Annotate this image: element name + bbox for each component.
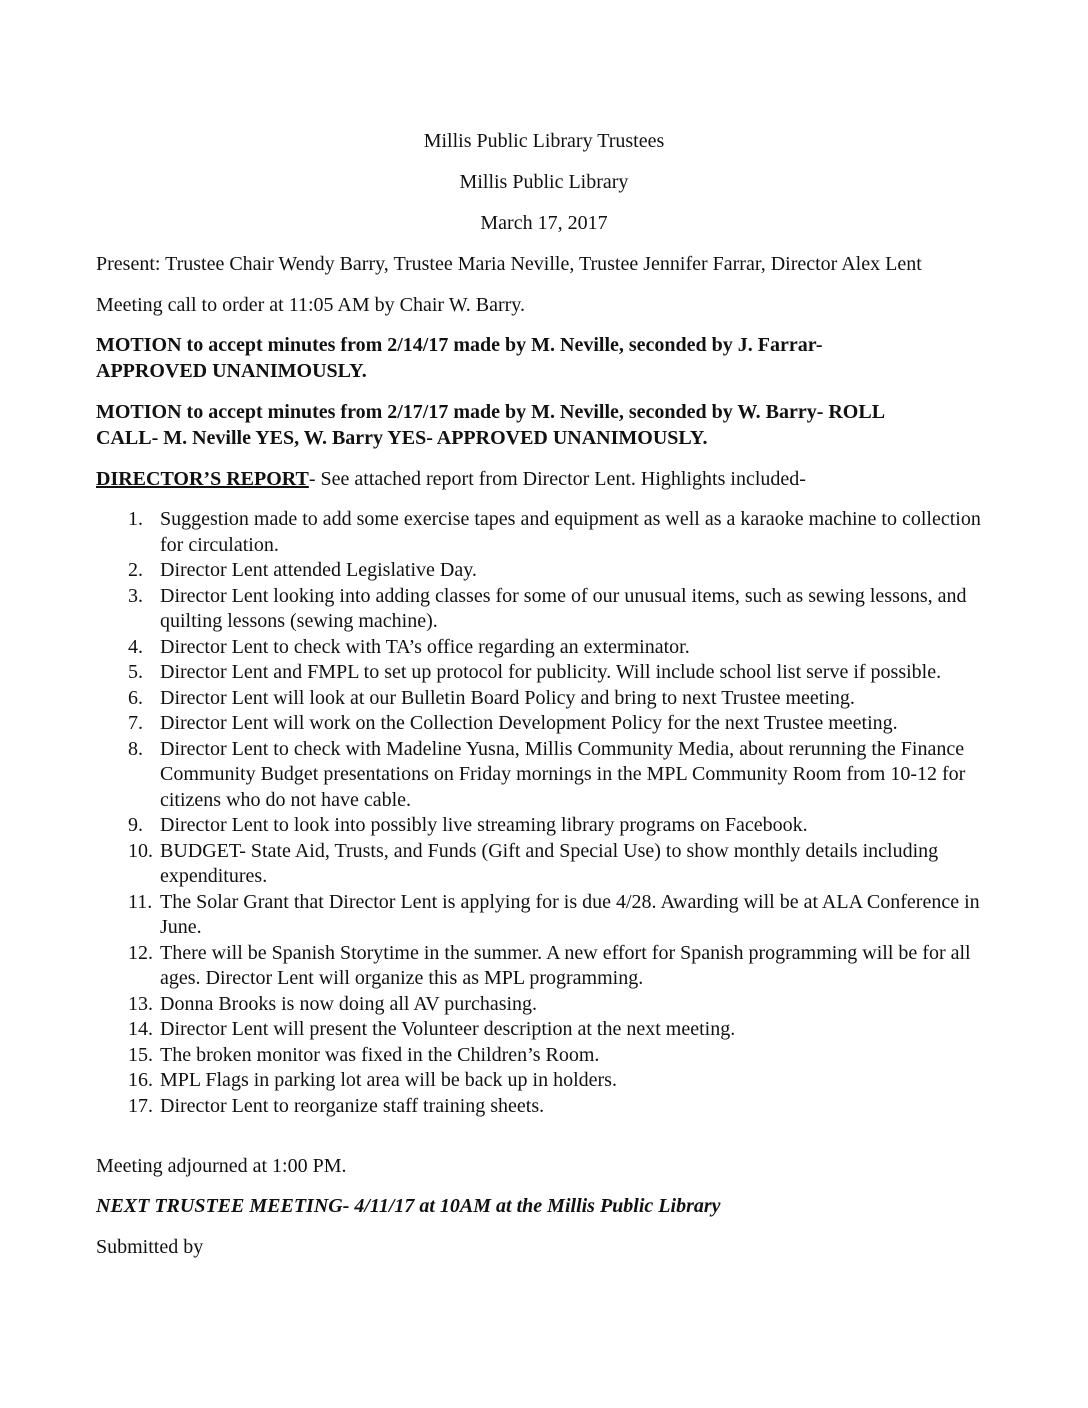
list-item-text: Director Lent will present the Volunteer description at the next meeting. xyxy=(160,1018,736,1040)
directors-report-intro-text: - See attached report from Director Lent. Highlights included- xyxy=(308,468,806,490)
list-item-text: MPL Flags in parking lot area will be back up in holders. xyxy=(160,1069,617,1091)
list-item-text: The broken monitor was fixed in the Children’s Room. xyxy=(160,1043,600,1066)
next-meeting: NEXT TRUSTEE MEETING- 4/11/17 at 10AM at the Millis Public Library xyxy=(96,1195,721,1217)
list-item-text: Donna Brooks is now doing all AV purchasing. xyxy=(160,992,538,1015)
list-item xyxy=(96,1043,1001,1069)
list-item-number: 11. xyxy=(128,890,153,913)
list-item-text: Director Lent and FMPL to set up protocol for publicity. Will include school list serve if possible. xyxy=(160,661,942,683)
list-item-number: 1. xyxy=(128,508,143,530)
list-item xyxy=(96,890,1001,941)
list-item-number: 4. xyxy=(128,635,143,658)
list-item-text: Director Lent to check with Madeline Yusna, Millis Community Media, about rerunning the Finance Community Budget presentations on Friday mornings in the MPL Community Room from 10-12 for citizens who do not have cable. xyxy=(160,737,966,811)
list-item-text: Director Lent to check with TA’s office regarding an exterminator. xyxy=(160,635,690,658)
list-item-number: 10. xyxy=(128,839,153,862)
adjourned: Meeting adjourned at 1:00 PM. xyxy=(96,1155,347,1177)
list-item xyxy=(96,507,1001,558)
list-item-text: Director Lent looking into adding classes for some of our unusual items, such as sewing lessons, and quilting lessons (sewing machine). xyxy=(160,584,967,632)
list-item xyxy=(96,584,1001,635)
list-item xyxy=(96,839,1001,890)
list-item-number: 9. xyxy=(128,814,143,836)
list-item xyxy=(96,1017,1001,1043)
list-item xyxy=(96,992,1001,1018)
motion-1 xyxy=(96,332,996,384)
list-item-text: There will be Spanish Storytime in the summer. A new effort for Spanish programming will be for all ages. Director Lent will organize this as MPL programming. xyxy=(160,941,971,989)
list-item-number: 8. xyxy=(128,737,143,760)
list-item-number: 12. xyxy=(128,941,153,964)
list-item-text: Director Lent to reorganize staff training sheets. xyxy=(160,1094,545,1117)
list-item-text: Director Lent attended Legislative Day. xyxy=(160,559,477,581)
list-item-number: 17. xyxy=(128,1094,153,1117)
list-item-number: 16. xyxy=(128,1069,153,1091)
directors-report-heading: DIRECTOR’S REPORT xyxy=(96,468,309,490)
list-item xyxy=(96,686,1001,712)
list-item xyxy=(96,711,1001,737)
org-title: Millis Public Library Trustees xyxy=(423,130,665,152)
report-items-list xyxy=(96,507,1001,1119)
motion-1-line1: MOTION to accept minutes from 2/14/17 made by M. Neville, seconded by J. Farrar- xyxy=(96,334,823,356)
call-to-order: Meeting call to order at 11:05 AM by Chair W. Barry. xyxy=(96,294,525,316)
list-item-number: 7. xyxy=(128,712,143,734)
list-item-number: 6. xyxy=(128,686,143,709)
list-item-text: Director Lent to look into possibly live streaming library programs on Facebook. xyxy=(160,814,808,836)
list-item-number: 15. xyxy=(128,1043,153,1066)
list-item xyxy=(96,737,1001,814)
list-item-number: 14. xyxy=(128,1018,153,1040)
list-item-text: The Solar Grant that Director Lent is applying for is due 4/28. Awarding will be at ALA Conference in June. xyxy=(160,890,980,938)
list-item-text: Suggestion made to add some exercise tapes and equipment as well as a karaoke machine to collection for circulation. xyxy=(160,508,981,556)
list-item xyxy=(96,941,1001,992)
directors-report-intro xyxy=(96,466,996,492)
attendees: Present: Trustee Chair Wendy Barry, Trustee Maria Neville, Trustee Jennifer Farrar, Director Alex Lent xyxy=(96,253,922,275)
list-item xyxy=(96,813,1001,839)
list-item xyxy=(96,1094,1001,1120)
motion-1-line2: APPROVED UNANIMOUSLY. xyxy=(96,360,367,382)
motion-2-line2: CALL- M. Neville YES, W. Barry YES- APPROVED UNANIMOUSLY. xyxy=(96,427,708,449)
list-item-number: 13. xyxy=(128,992,153,1015)
list-item xyxy=(96,1068,1001,1094)
motion-2 xyxy=(96,399,996,451)
submitted-by: Submitted by xyxy=(96,1236,204,1258)
motion-2-line1: MOTION to accept minutes from 2/17/17 made by M. Neville, seconded by W. Barry- ROLL xyxy=(96,401,886,423)
list-item-text: Director Lent will work on the Collection Development Policy for the next Trustee meeting. xyxy=(160,712,898,734)
meeting-date: March 17, 2017 xyxy=(480,212,608,234)
list-item xyxy=(96,635,1001,661)
list-item-number: 3. xyxy=(128,584,143,607)
list-item-number: 2. xyxy=(128,559,143,581)
list-item-text: BUDGET- State Aid, Trusts, and Funds (Gift and Special Use) to show monthly details including expenditures. xyxy=(160,839,939,887)
list-item xyxy=(96,660,1001,686)
list-item-text: Director Lent will look at our Bulletin Board Policy and bring to next Trustee meeting. xyxy=(160,686,855,709)
list-item-number: 5. xyxy=(128,661,143,683)
list-item xyxy=(96,558,1001,584)
venue-title: Millis Public Library xyxy=(459,171,629,193)
